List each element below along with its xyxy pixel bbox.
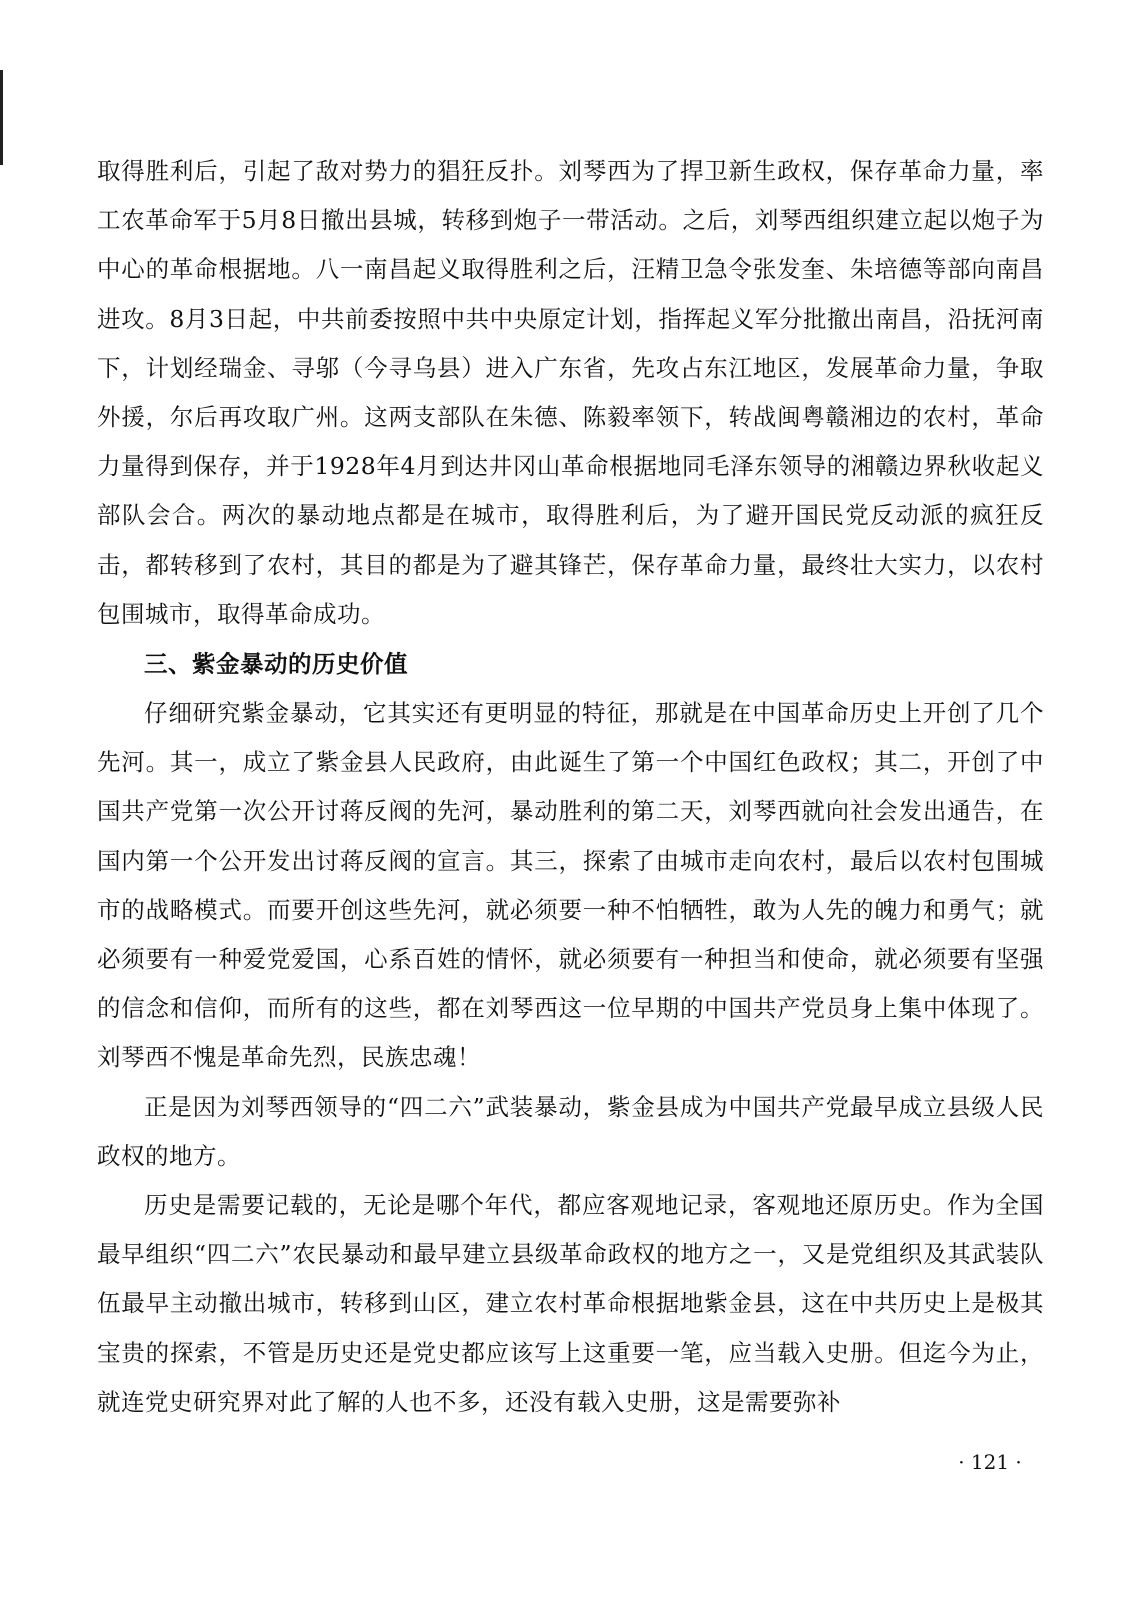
paragraph: 历史是需要记载的，无论是哪个年代，都应客观地记录，客观地还原历史。作为全国最早组织“四二六”农民暴动和最早建立县级革命政权的地方之一，又是党组织及其武装队伍最早主动撤出城市，转移到山区，建立农村革命根据地紫金县，这在中共历史上是极其宝贵的探索，不管是历史还是党史都应该写上这重要一笔，应当载入史册。但迄今为止，就连党史研究界对此了解的人也不多，还没有载入史册，这是需要弥补 [97, 1191, 1044, 1416]
page-body [97, 147, 1044, 1427]
paragraph: 正是因为刘琴西领导的“四二六”武装暴动，紫金县成为中国共产党最早成立县级人民政权的地方。 [97, 1092, 1044, 1170]
page-binding-edge [0, 70, 3, 165]
paragraph: 仔细研究紫金暴动，它其实还有更明显的特征，那就是在中国革命历史上开创了几个先河。其一，成立了紫金县人民政府，由此诞生了第一个中国红色政权；其二，开创了中国共产党第一次公开讨蒋反阀的先河，暴动胜利的第二天，刘琴西就向社会发出通告，在国内第一个公开发出讨蒋反阀的宣言。其三，探索了由城市走向农村，最后以农村包围城市的战略模式。而要开创这些先河，就必须要一种不怕牺牲，敢为人先的魄力和勇气；就必须要有一种爱党爱国，心系百姓的情怀，就必须要有一种担当和使命，就必须要有坚强的信念和信仰，而所有的这些，都在刘琴西这一位早期的中国共产党员身上集中体现了。刘琴西不愧是革命先烈，民族忠魂！ [97, 699, 1044, 1072]
page-number: · 121 · [958, 1450, 1022, 1474]
paragraph-continuation: 取得胜利后，引起了敌对势力的猖狂反扑。刘琴西为了捍卫新生政权，保存革命力量，率工农革命军于5月8日撤出县城，转移到炮子一带活动。之后，刘琴西组织建立起以炮子为中心的革命根据地。八一南昌起义取得胜利之后，汪精卫急令张发奎、朱培德等部向南昌进攻。8月3日起，中共前委按照中共中央原定计划，指挥起义军分批撤出南昌，沿抚河南下，计划经瑞金、寻邬（今寻乌县）进入广东省，先攻占东江地区，发展革命力量，争取外援，尔后再攻取广州。这两支部队在朱德、陈毅率领下，转战闽粤赣湘边的农村，革命力量得到保存，并于1928年4月到达井冈山革命根据地同毛泽东领导的湘赣边界秋收起义部队会合。两次的暴动地点都是在城市，取得胜利后，为了避开国民党反动派的疯狂反击，都转移到了农村，其目的都是为了避其锋芒，保存革命力量，最终壮大实力，以农村包围城市，取得革命成功。 [97, 157, 1044, 628]
section-heading: 三、紫金暴动的历史价值 [144, 650, 408, 679]
